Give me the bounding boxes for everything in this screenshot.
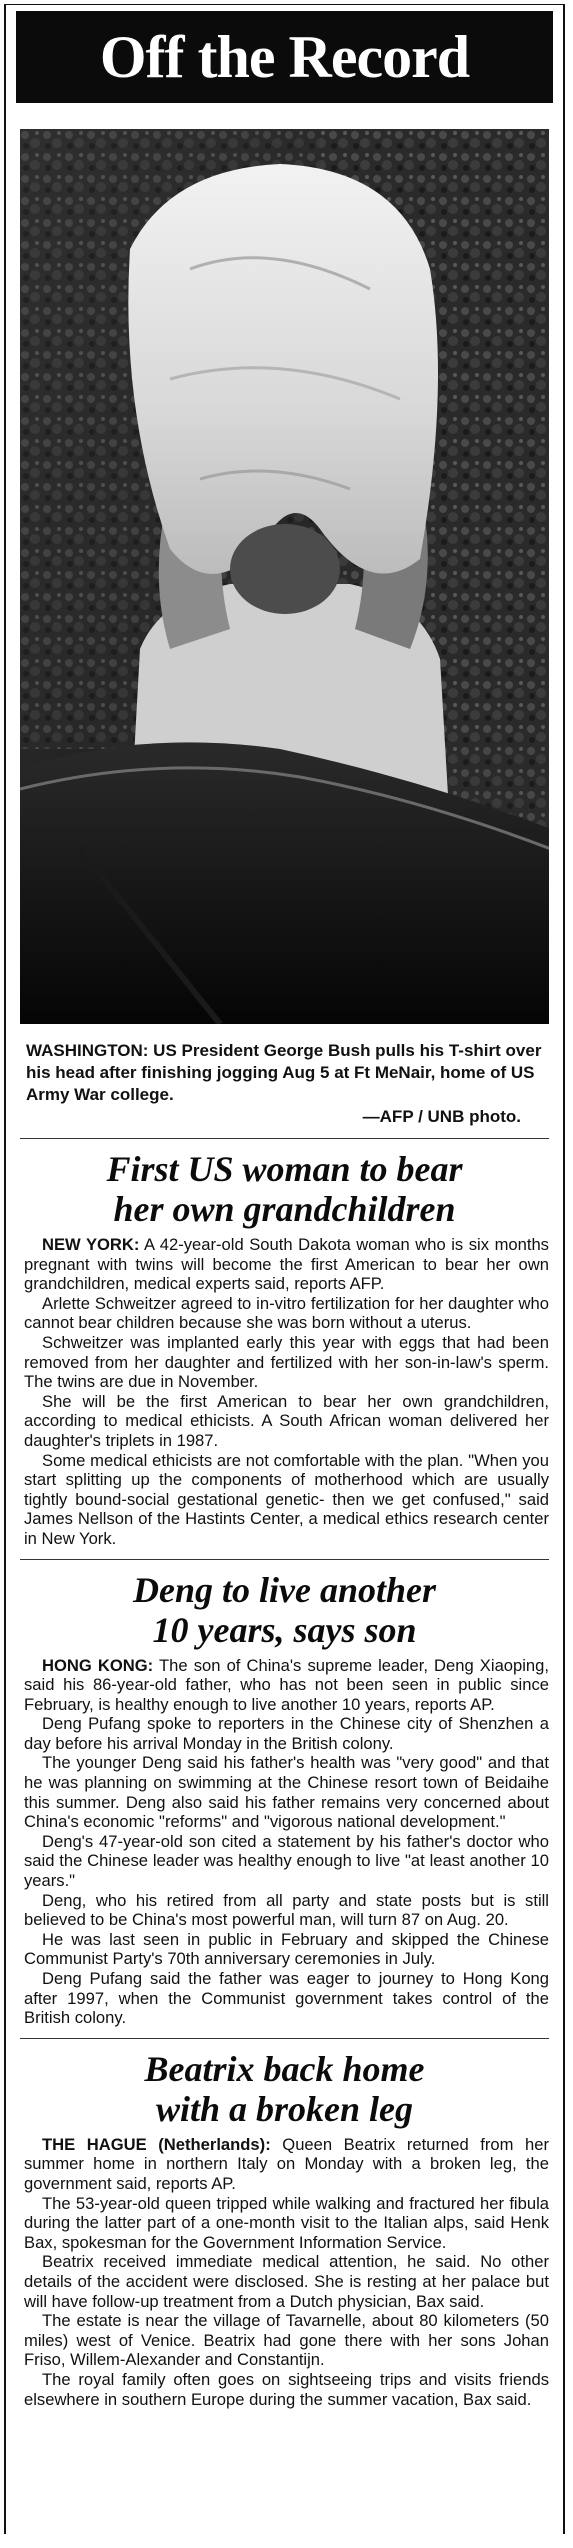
headline-line: 10 years, says son (152, 1609, 417, 1650)
story-body (24, 2135, 549, 2409)
story-paragraph: Arlette Schweitzer agreed to in-vitro fertilization for her daughter who cannot bear children because she was born without a uterus. (24, 1293, 549, 1333)
section-masthead: Off the Record (16, 11, 553, 103)
story-body (24, 1235, 549, 1549)
headline-line: her own grandchildren (113, 1189, 456, 1229)
section-divider (20, 2038, 549, 2039)
story-paragraph: The estate is near the village of Tavarnelle, about 80 kilometers (50 miles) west of Venice. Beatrix had gone there with her sons Johan Friso, Willem-Alexander and Constantijn. (24, 2311, 549, 2370)
story-paragraph: Beatrix received immediate medical attention, he said. No other details of the accident were disclosed. She is resting at her palace but will have follow-up treatment from a Dutch physician, Bax said. (24, 2252, 549, 2311)
story-headline (16, 1570, 553, 1650)
headline-line: Beatrix back home (144, 2048, 425, 2089)
story-paragraph (24, 1656, 549, 1715)
dateline: NEW YORK: (42, 1235, 140, 1254)
photo-caption (26, 1040, 545, 1128)
story-paragraph: Deng Pufang said the father was eager to journey to Hong Kong after 1997, when the Communist government takes control of the British colony. (24, 1969, 549, 2028)
story-paragraph: Some medical ethicists are not comfortable with the plan. "When you start splitting up the components of motherhood which are usually tightly bound-social gestational genetic- then we get confused," said James Nellson of the Hastints Center, a medical ethics research center in New York. (24, 1450, 549, 1548)
story-headline (16, 2049, 553, 2129)
section-divider (20, 1138, 549, 1139)
story-paragraph: Deng Pufang spoke to reporters in the Chinese city of Shenzhen a day before his arrival Monday in the British colony. (24, 1714, 549, 1753)
dateline: HONG KONG: (42, 1655, 154, 1675)
jogger-photo-image (20, 129, 549, 1024)
paragraph-text: Queen Beatrix returned from her summer home in northern Italy on Monday with a broken leg, the government said, reports AP. (24, 2134, 549, 2193)
story-paragraph: Schweitzer was implanted early this year with eggs that had been removed from her daughter and fertilized with her son-in-law's sperm. The twins are due in November. (24, 1332, 549, 1392)
photo-caption-text: WASHINGTON: US President George Bush pulls his T-shirt over his head after finishing jogging Aug 5 at Ft MeNair, home of US Army War college. (26, 1041, 542, 1104)
section-divider (20, 1559, 549, 1560)
story-grandchildren (6, 1149, 563, 1549)
paragraph-text: The son of China's supreme leader, Deng Xiaoping, said his 86-year-old father, who has not been seen in public since February, is healthy enough to live another 10 years, reports AP. (24, 1655, 550, 1714)
photo-credit: —AFP / UNB photo. (362, 1107, 521, 1126)
newspaper-page (4, 4, 565, 2534)
headline-line: First US woman to bear (106, 1149, 463, 1189)
story-paragraph (24, 2135, 549, 2194)
paragraph-text: A 42-year-old South Dakota woman who is six months pregnant with twins will become the first American to bear her own grandchildren, medical experts said, reports AFP. (24, 1235, 549, 1294)
story-paragraph: The royal family often goes on sightseeing trips and visits friends elsewhere in southern Europe during the summer vacation, Bax said. (24, 2369, 549, 2409)
story-headline (16, 1149, 553, 1229)
story-paragraph: He was last seen in public in February and skipped the Chinese Communist Party's 70th anniversary ceremonies in July. (24, 1929, 549, 1969)
story-paragraph: The younger Deng said his father's health was "very good" and that he was planning on swimming at the Chinese resort town of Beidaihe this summer. Deng also said his father remains very concerned about China's economic "reforms" and "vigorous national development." (24, 1753, 549, 1832)
story-body (24, 1656, 549, 2028)
story-paragraph: She will be the first American to bear her own grandchildren, according to medical ethicists. A South African woman delivered her daughter's triplets in 1987. (24, 1391, 549, 1450)
story-paragraph: Deng's 47-year-old son cited a statement by his father's doctor who said the Chinese leader was healthy enough to live "at least another 10 years." (24, 1831, 549, 1891)
news-photo (20, 129, 549, 1024)
story-paragraph: The 53-year-old queen tripped while walking and fractured her fibula during the latter part of a one-month visit to the Italian alps, said Henk Bax, spokesman for the Government Information Service. (24, 2193, 549, 2252)
dateline: THE HAGUE (Netherlands): (42, 2134, 271, 2154)
story-deng (6, 1570, 563, 2028)
story-paragraph (24, 1235, 549, 1294)
story-beatrix (6, 2049, 563, 2409)
headline-line: Deng to live another (133, 1569, 436, 1610)
headline-line: with a broken leg (155, 2088, 414, 2129)
story-paragraph: Deng, who his retired from all party and state posts but is still believed to be China's most powerful man, will turn 87 on Aug. 20. (24, 1890, 549, 1930)
